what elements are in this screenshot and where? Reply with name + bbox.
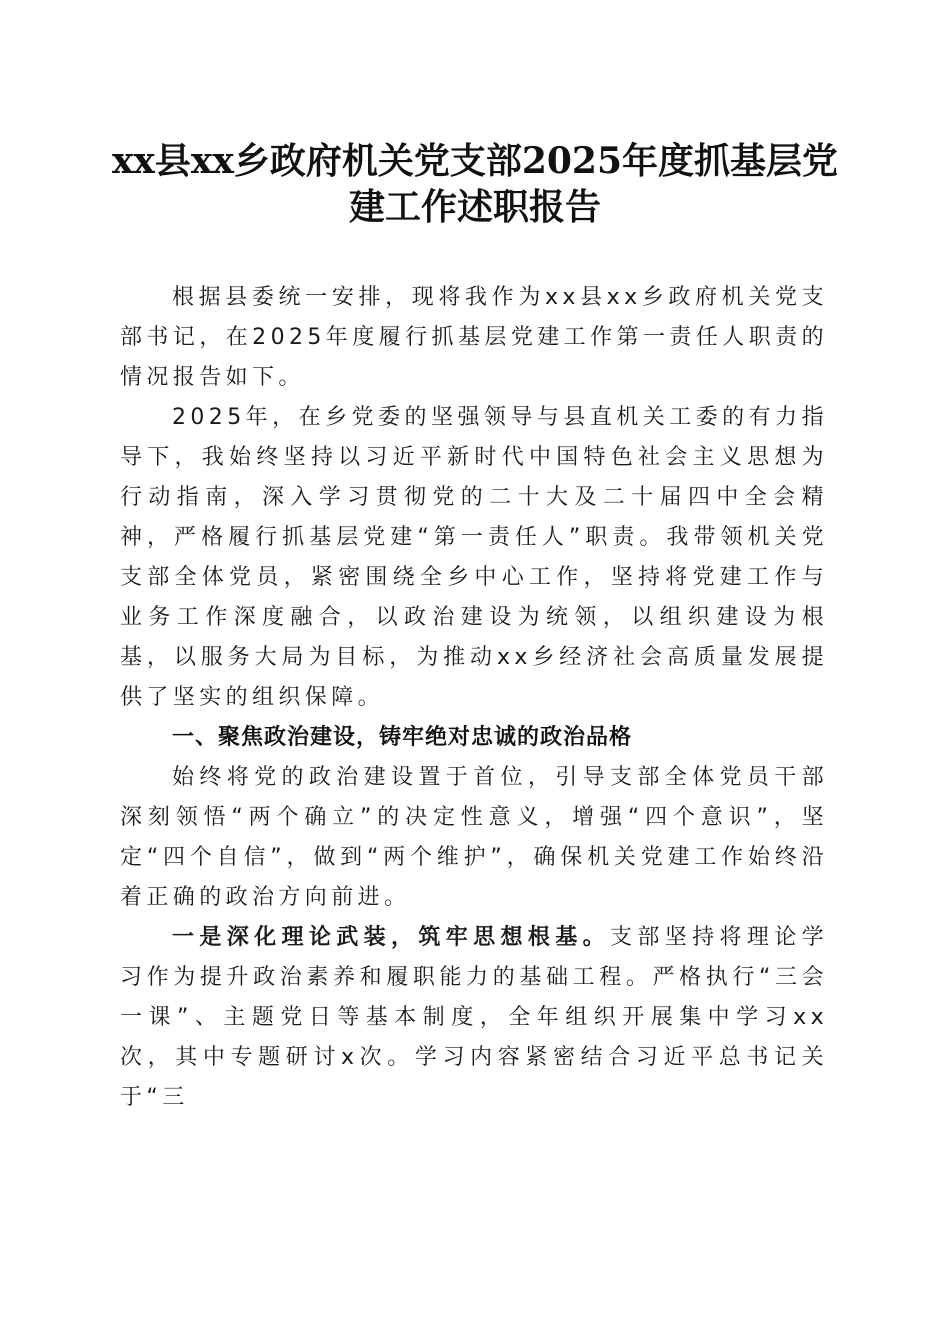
overview-paragraph: 2025年，在乡党委的坚强领导与县直机关工委的有力指导下，我始终坚持以习近平新时代中国特色社会主义思想为行动指南，深入学习贯彻党的二十大及二十届四中全会精神，严格履行抓基层党建“第一责任人”职责。我带领机关党支部全体党员，紧密围绕全乡中心工作，坚持将党建工作与业务工作深度融合，以政治建设为统领，以组织建设为根基，以服务大局为目标，为推动xx乡经济社会高质量发展提供了坚实的组织保障。 bbox=[120, 405, 828, 710]
item-1-lead: 一是深化理论武装，筑牢思想根基。 bbox=[172, 925, 610, 950]
item-1-text: 支部坚持将理论学习作为提升政治素养和履职能力的基础工程。严格执行“三会一课”、主题党日等基本制度，全年组织开展集中学习xx次，其中专题研讨x次。学习内容紧密结合习近平总书记关于“三 bbox=[120, 925, 828, 1110]
section-1-paragraph: 始终将党的政治建设置于首位，引导支部全体党员干部深刻领悟“两个确立”的决定性意义，增强“四个意识”，坚定“四个自信”，做到“两个维护”，确保机关党建工作始终沿着正确的政治方向前进。 bbox=[120, 765, 828, 910]
title-line-2: 建工作述职报告 bbox=[348, 186, 601, 228]
intro-paragraph: 根据县委统一安排，现将我作为xx县xx乡政府机关党支部书记，在2025年度履行抓基层党建工作第一责任人职责的情况报告如下。 bbox=[120, 285, 828, 390]
item-1-paragraph bbox=[120, 918, 828, 1118]
section-heading-1: 一、聚焦政治建设，铸牢绝对忠诚的政治品格 bbox=[172, 725, 633, 750]
document-title bbox=[100, 138, 850, 230]
document-body bbox=[120, 278, 828, 1118]
title-line-1: xx县xx乡政府机关党支部2025年度抓基层党 bbox=[111, 140, 839, 182]
